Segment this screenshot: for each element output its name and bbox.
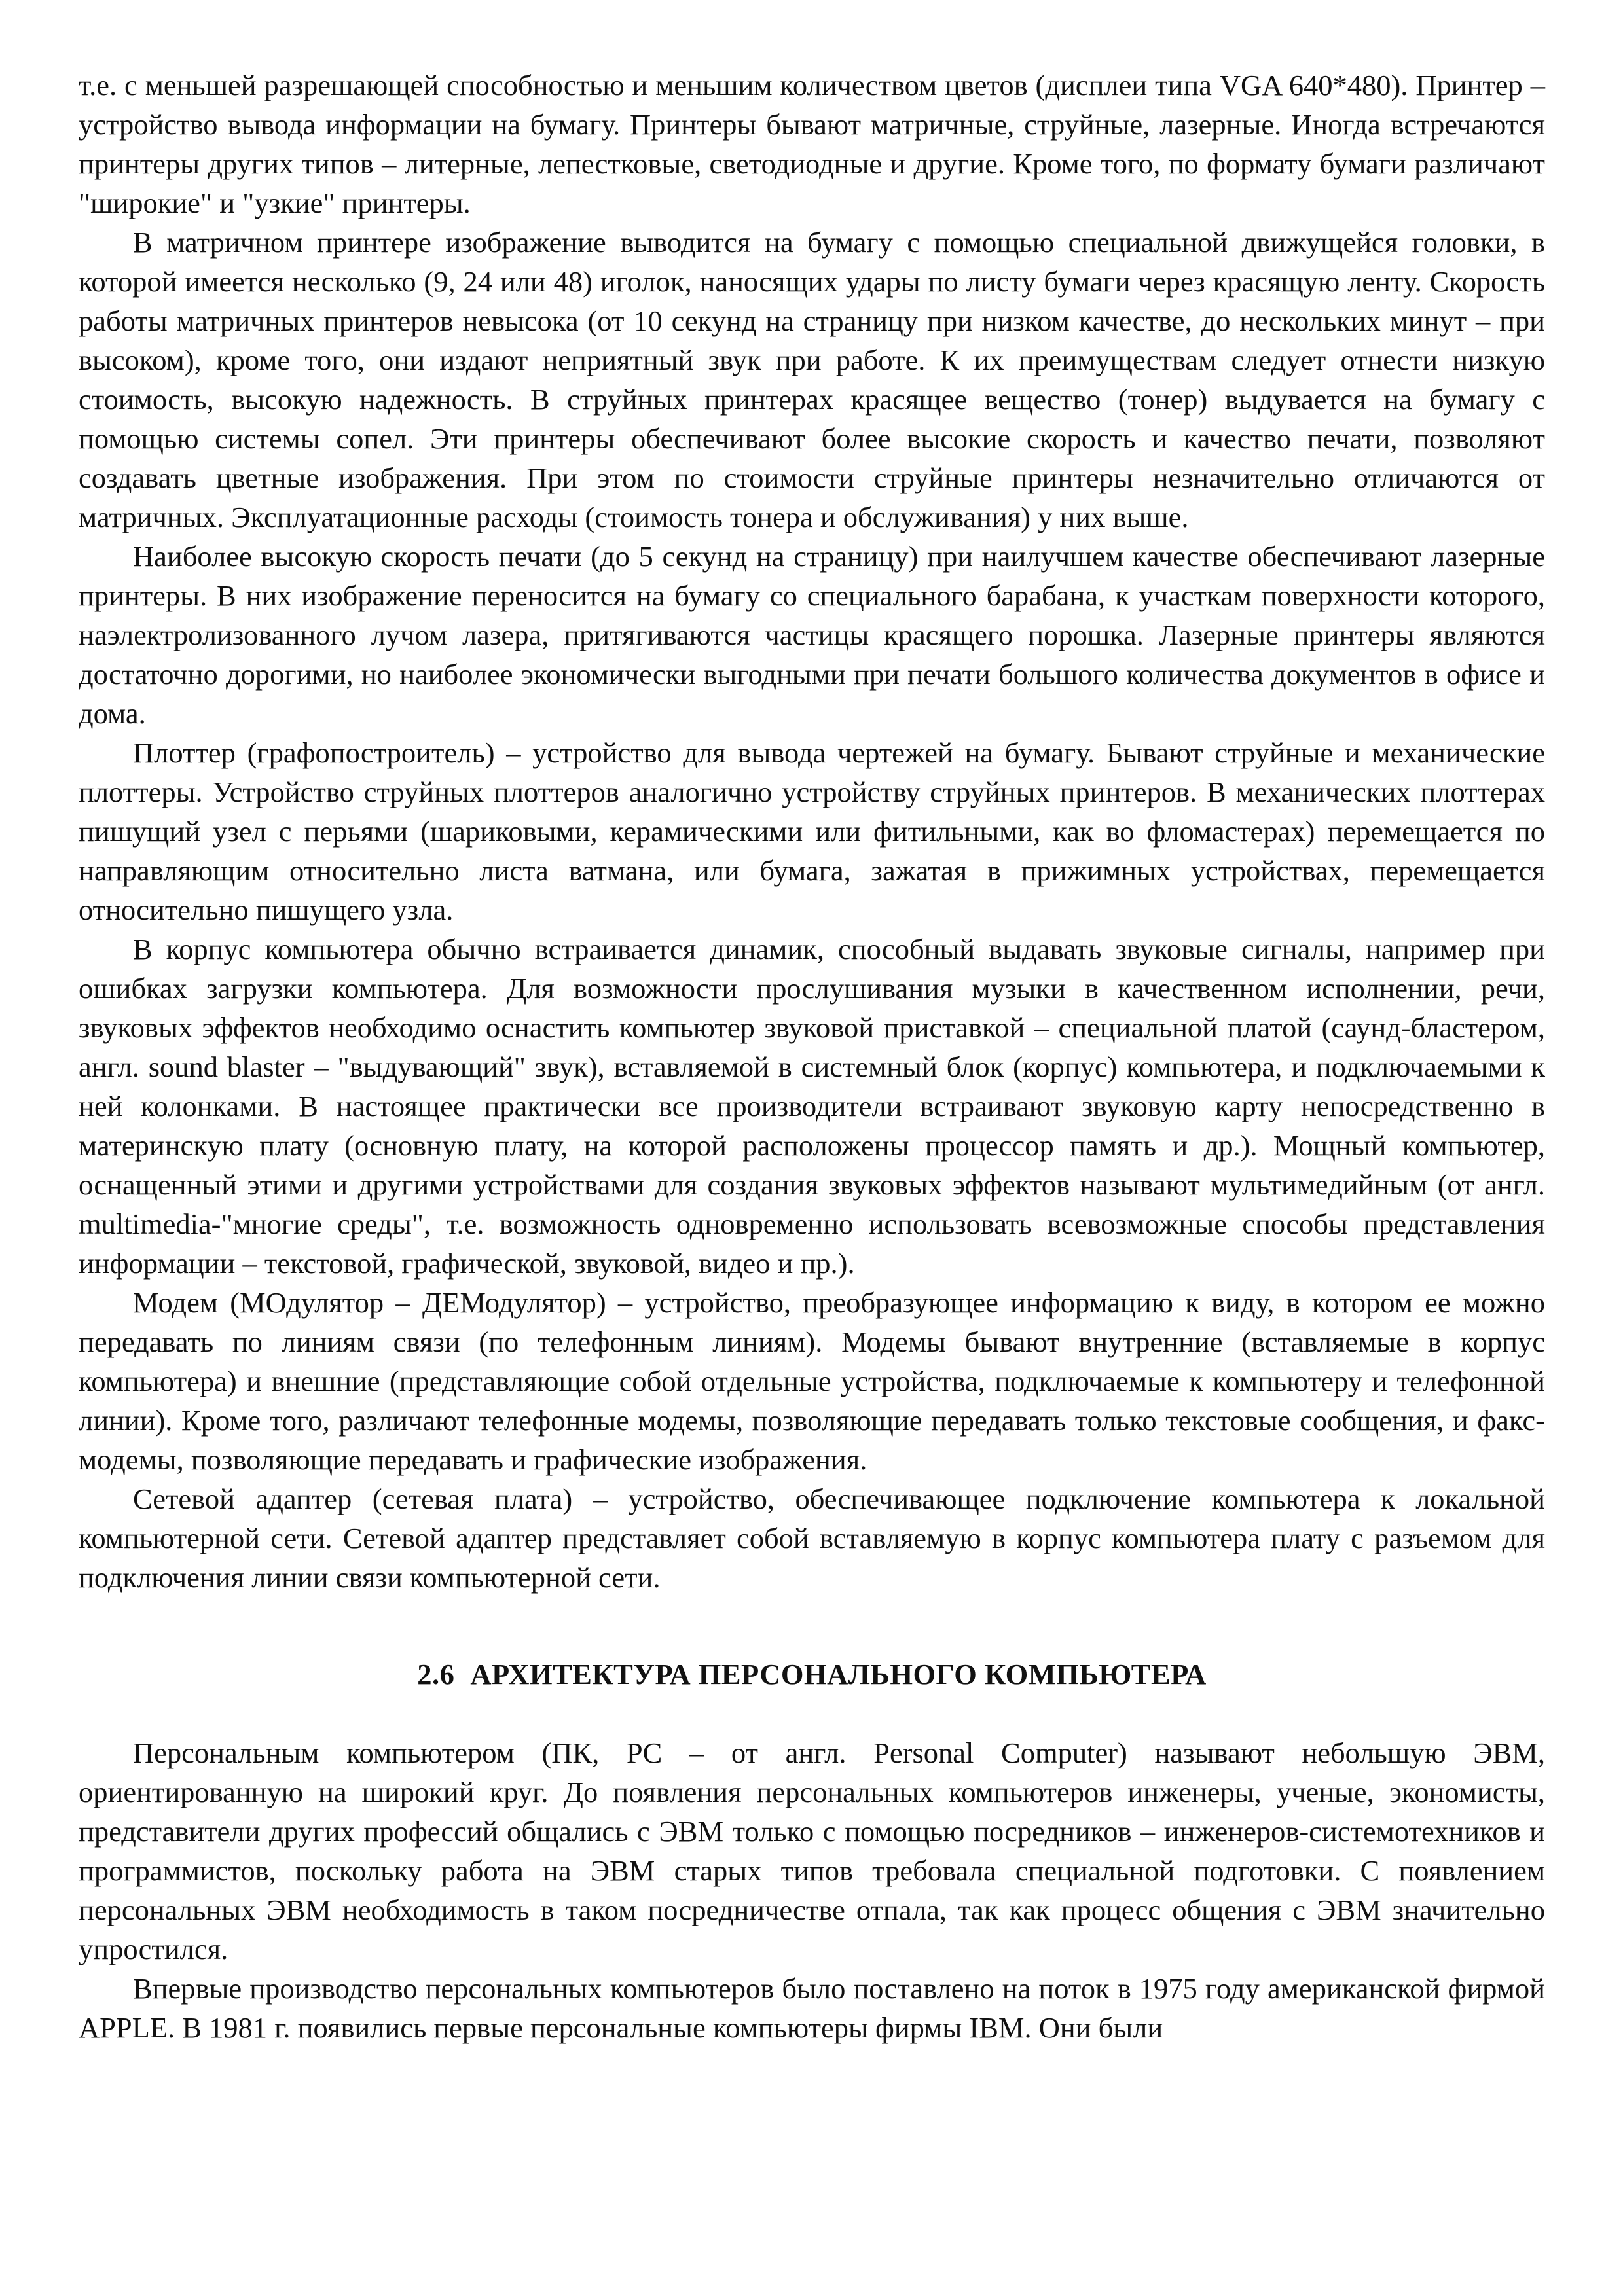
section-number: 2.6	[417, 1658, 455, 1691]
paragraph-matrix-inkjet-printers: В матричном принтере изображение выводится на бумагу с помощью специальной движущейся головки, в которой имеется несколько (9, 24 или 48) иголок, наносящих удары по листу бумаги через красящую ленту. Скорость работы матричных принтеров невысока (от 10 секунд на страницу при низком качестве, до нескольких минут – при высоком), кроме того, они издают неприятный звук при работе. К их преимуществам следует отнести низкую стоимость, высокую надежность. В струйных принтерах красящее вещество (тонер) выдувается на бумагу с помощью системы сопел. Эти принтеры обеспечивают более высокие скорость и качество печати, позволяют создавать цветные изображения. При этом по стоимости струйные принтеры незначительно отличаются от матричных. Эксплуатационные расходы (стоимость тонера и обслуживания) у них выше.	[79, 226, 1545, 533]
paragraph-sound-card: В корпус компьютера обычно встраивается динамик, способный выдавать звуковые сигналы, например при ошибках загрузки компьютера. Для возможности прослушивания музыки в качественном исполнении, речи, звуковых эффектов необходимо оснастить компьютер звуковой приставкой – специальной платой (саунд-бластером, англ. sound blaster – "выдувающий" звук), вставляемой в системный блок (корпус) компьютера, и подключаемыми к ней колонками. В настоящее практически все производители встраивают звуковую карту непосредственно в материнскую плату (основную плату, на которой расположены процессор память и др.). Мощный компьютер, оснащенный этими и другими устройствами для создания звуковых эффектов называют мультимедийным (от англ. multimedia-"многие среды", т.е. возможность одновременно использовать всевозможные способы представления информации – текстовой, графической, звуковой, видео и пр.).	[79, 933, 1545, 1280]
paragraph-modem: Модем (МОдулятор – ДЕМодулятор) – устройство, преобразующее информацию к виду, в котором ее можно передавать по линиям связи (по телефонным линиям). Модемы бывают внутренние (вставляемые в корпус компьютера) и внешние (представляющие собой отдельные устройства, подключаемые к компьютеру и телефонной линии). Кроме того, различают телефонные модемы, позволяющие передавать только текстовые сообщения, и факс-модемы, позволяющие передавать и графические изображения.	[79, 1286, 1545, 1476]
document-page	[79, 65, 1545, 2047]
section-title: АРХИТЕКТУРА ПЕРСОНАЛЬНОГО КОМПЬЮТЕРА	[470, 1658, 1207, 1691]
paragraph-display-printers: т.е. с меньшей разрешающей способностью и меньшим количеством цветов (дисплеи типа VGA 640*480). Принтер – устройство вывода информации на бумагу. Принтеры бывают матричные, струйные, лазерные. Иногда встречаются принтеры других типов – литерные, лепестковые, светодиодные и другие. Кроме того, по формату бумаги различают "широкие" и "узкие" принтеры.	[79, 69, 1545, 219]
paragraph-network-adapter: Сетевой адаптер (сетевая плата) – устройство, обеспечивающее подключение компьютера к локальной компьютерной сети. Сетевой адаптер представляет собой вставляемую в корпус компьютера плату с разъемом для подключения линии связи компьютерной сети.	[79, 1482, 1545, 1594]
section-heading	[79, 1655, 1545, 1694]
paragraph-plotter: Плоттер (графопостроитель) – устройство для вывода чертежей на бумагу. Бывают струйные и механические плоттеры. Устройство струйных плоттеров аналогично устройству струйных принтеров. В механических плоттерах пишущий узел с перьями (шариковыми, керамическими или фитильными, как во фломастерах) перемещается по направляющим относительно листа ватмана, или бумага, зажатая в прижимных устройствах, перемещается относительно пишущего узла.	[79, 736, 1545, 926]
paragraph-pc-history: Впервые производство персональных компьютеров было поставлено на поток в 1975 году американской фирмой APPLE. В 1981 г. появились первые персональные компьютеры фирмы IBM. Они были	[79, 1972, 1545, 2044]
paragraph-pc-definition: Персональным компьютером (ПК, PC – от англ. Personal Computer) называют небольшую ЭВМ, ориентированную на широкий круг. До появления персональных компьютеров инженеры, ученые, экономисты, представители других профессий общались с ЭВМ только с помощью посредников – инженеров-системотехников и программистов, поскольку работа на ЭВМ старых типов требовала специальной подготовки. С появлением персональных ЭВМ необходимость в таком посредничестве отпала, так как процесс общения с ЭВМ значительно упростился.	[79, 1736, 1545, 1965]
paragraph-laser-printers: Наиболее высокую скорость печати (до 5 секунд на страницу) при наилучшем качестве обеспечивают лазерные принтеры. В них изображение переносится на бумагу со специального барабана, к участкам поверхности которого, наэлектролизованного лучом лазера, притягиваются частицы красящего порошка. Лазерные принтеры являются достаточно дорогими, но наиболее экономически выгодными при печати большого количества документов в офисе и дома.	[79, 540, 1545, 730]
